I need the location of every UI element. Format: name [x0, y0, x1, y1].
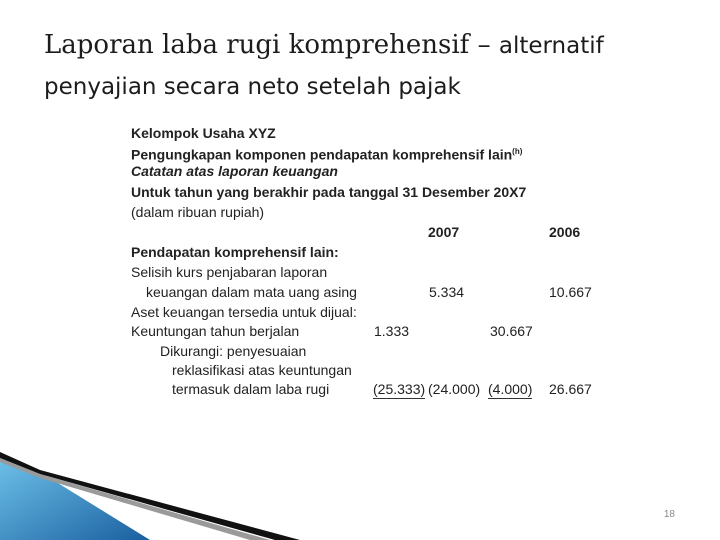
unit-line: (dalam ribuan rupiah)	[131, 204, 265, 220]
period-line: Untuk tahun yang berakhir pada tanggal 31 Desember 20X7	[131, 184, 527, 200]
row-kurs-label-2: keuangan dalam mata uang asing	[146, 284, 357, 300]
section-heading: Pendapatan komprehensif lain:	[131, 244, 339, 260]
row-untung-value-b: 30.667	[490, 323, 533, 339]
statement-heading	[131, 143, 522, 164]
column-header-2007: 2007	[428, 224, 460, 240]
row-untung-label: Keuntungan tahun berjalan	[131, 323, 300, 339]
page-number: 18	[663, 509, 675, 520]
row-kurs-2007: 5.334	[429, 284, 465, 300]
row-kurang-value-d: 26.667	[549, 381, 592, 397]
row-untung-value-a: 1.333	[374, 323, 410, 339]
column-header-2006: 2006	[549, 224, 581, 240]
title-main-text: Laporan laba rugi komprehensif –	[44, 30, 499, 60]
row-kurang-label-1: Dikurangi: penyesuaian	[160, 343, 307, 359]
corner-decoration	[0, 440, 330, 540]
company-name: Kelompok Usaha XYZ	[131, 125, 276, 141]
row-kurs-label-1: Selisih kurs penjabaran laporan	[131, 264, 328, 280]
row-kurang-label-3: termasuk dalam laba rugi	[172, 381, 330, 397]
slide-title-line2: penyajian secara neto setelah pajak	[44, 74, 461, 100]
row-kurang-value-a: (25.333)	[373, 381, 426, 397]
row-aset-label: Aset keuangan tersedia untuk dijual:	[131, 304, 357, 320]
row-kurang-label-2: reklasifikasi atas keuntungan	[172, 362, 352, 378]
notes-title: Catatan atas laporan keuangan	[131, 163, 338, 179]
heading-footnote-mark: (h)	[512, 147, 523, 156]
row-kurang-value-b: (24.000)	[428, 381, 481, 397]
row-kurang-value-c: (4.000)	[488, 381, 533, 397]
title-alt-text: alternatif	[498, 33, 604, 59]
statement-heading-text: Pengungkapan komponen pendapatan komprehensif lain	[131, 146, 513, 163]
row-kurs-2006: 10.667	[549, 284, 592, 300]
